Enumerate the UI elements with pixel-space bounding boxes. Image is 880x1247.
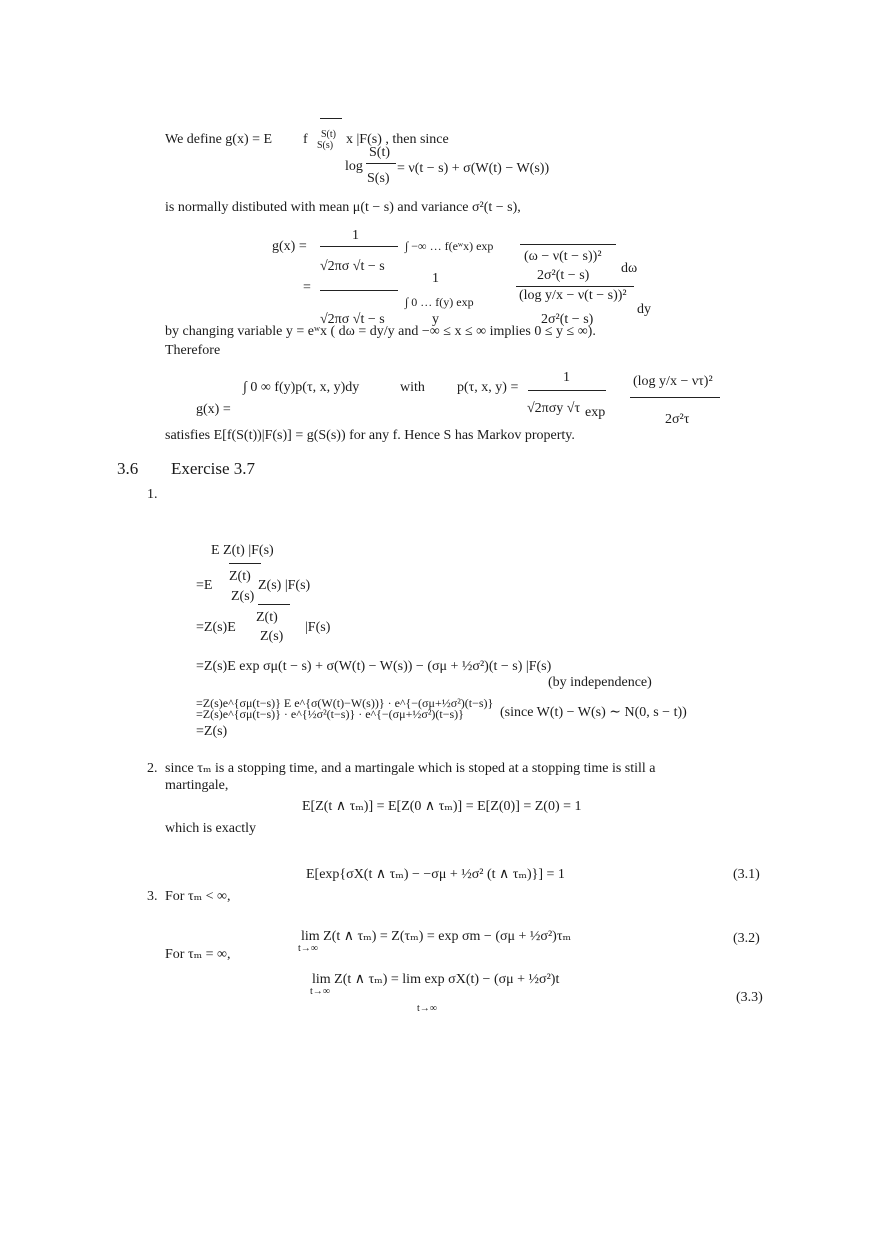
therefore: Therefore bbox=[165, 343, 221, 358]
part3-eq1-sub: t→∞ bbox=[298, 943, 318, 954]
part1-line1-den: Z(s) bbox=[231, 589, 255, 604]
part1-label: 1. bbox=[147, 487, 158, 502]
g-line2-exp-den: 2σ²(t − s) bbox=[541, 312, 594, 327]
p-den: √2πσy √τ bbox=[527, 401, 581, 416]
part1-line4: =Z(s)e^{σμ(t−s)} E e^{σ(W(t)−W(s))} · e^{−(σμ+½σ²)(t−s)} bbox=[196, 696, 494, 710]
part2-label: 2. bbox=[147, 761, 158, 776]
part1-line3: =Z(s)E exp σμ(t − s) + σ(W(t) − W(s)) − (σμ + ½σ²)(t − s) |F(s) bbox=[196, 659, 552, 674]
part2-eq2-tag: (3.1) bbox=[733, 867, 760, 882]
part2-line2: martingale, bbox=[165, 778, 229, 793]
g-line1-exp-num: (ω − ν(t − s))² bbox=[524, 249, 602, 264]
g-line2-bar bbox=[320, 290, 398, 291]
gx-with: with bbox=[400, 380, 425, 395]
part1-line1-tail: Z(s) |F(s) bbox=[258, 578, 311, 593]
g-line1-num: 1 bbox=[352, 228, 359, 243]
part1-line5: =Z(s)e^{σμ(t−s)} · e^{½σ²(t−s)} · e^{−(σμ+½σ²)(t−s)} bbox=[196, 707, 464, 721]
part2-which: which is exactly bbox=[165, 821, 256, 836]
part3-eq2-sub1: t→∞ bbox=[310, 986, 330, 997]
section-number: 3.6 bbox=[117, 459, 139, 478]
g-line2-exp-bar bbox=[516, 286, 634, 287]
part1-line2-den: Z(s) bbox=[260, 629, 284, 644]
p-exp-num: (log y/x − ντ)² bbox=[633, 374, 713, 389]
part1-line3-note: (by independence) bbox=[548, 675, 652, 690]
changing-line: by changing variable y = eʷx ( dω = dy/y and −∞ ≤ x ≤ ∞ implies 0 ≤ y ≤ ∞). bbox=[165, 324, 596, 339]
g-line2-exp-num: (log y/x − ν(t − s))² bbox=[519, 288, 627, 303]
p-num: 1 bbox=[563, 370, 570, 385]
part2-eq2: E[exp{σX(t ∧ τₘ) − −σμ + ½σ² (t ∧ τₘ)}] = 1 bbox=[306, 867, 565, 882]
part1-line2-num: Z(t) bbox=[256, 610, 278, 625]
define-mid: f bbox=[303, 132, 308, 147]
part1-line1-bar bbox=[229, 563, 261, 564]
part1-line2-bar bbox=[258, 604, 290, 605]
define-frac-bar bbox=[320, 118, 342, 119]
part2-line1: since τₘ is a stopping time, and a martingale which is stoped at a stopping time is still a bbox=[165, 761, 656, 776]
part1-line6: =Z(s) bbox=[196, 724, 228, 739]
g-line1-bar bbox=[320, 246, 398, 247]
part3-eq1-tag: (3.2) bbox=[733, 931, 760, 946]
define-frac-den: S(s) bbox=[317, 140, 334, 151]
log-frac-bar bbox=[366, 163, 396, 164]
g-line2-num: 1 bbox=[432, 271, 439, 286]
part1-line5-note: (since W(t) − W(s) ∼ N(0, s − t)) bbox=[500, 705, 687, 720]
part3-eq2-tag: (3.3) bbox=[736, 990, 763, 1005]
g-line1-exp-den: 2σ²(t − s) bbox=[537, 268, 590, 283]
part3-eq2: lim Z(t ∧ τₘ) = lim exp σX(t) − (σμ + ½σ²)t bbox=[312, 972, 560, 987]
g-lhs: g(x) = bbox=[272, 239, 307, 254]
g-line1-tail: dω bbox=[621, 261, 638, 276]
part1-line2-tail: |F(s) bbox=[305, 620, 331, 635]
g-line2-integral: ∫ 0 … f(y) exp bbox=[405, 295, 474, 309]
log-label: log bbox=[345, 159, 363, 174]
part1-line1-num: Z(t) bbox=[229, 569, 251, 584]
log-frac-den: S(s) bbox=[367, 171, 390, 186]
g-line1-integral: ∫ −∞ … f(eʷx) exp bbox=[405, 239, 494, 253]
define-frac-num: S(t) bbox=[321, 129, 336, 140]
g-line2-eq: = bbox=[303, 280, 311, 295]
g-line1-den: √2πσ √t − s bbox=[320, 259, 385, 274]
part3-case1: For τₘ < ∞, bbox=[165, 889, 231, 904]
part3-label: 3. bbox=[147, 889, 158, 904]
p-exp-den: 2σ²τ bbox=[665, 412, 690, 427]
part1-line1-eq: =E bbox=[196, 578, 213, 593]
normal-line: is normally distibuted with mean μ(t − s) and variance σ²(t − s), bbox=[165, 200, 521, 215]
log-frac-num: S(t) bbox=[369, 145, 390, 160]
part1-line0: E Z(t) |F(s) bbox=[211, 543, 274, 558]
gx-lhs: g(x) = bbox=[196, 402, 231, 417]
define-prefix: We define g(x) = E bbox=[165, 132, 273, 147]
section-title: Exercise 3.7 bbox=[171, 459, 256, 478]
g-line2-tail: dy bbox=[637, 302, 651, 317]
part2-eq1: E[Z(t ∧ τₘ)] = E[Z(0 ∧ τₘ)] = E[Z(0)] = Z(0) = 1 bbox=[302, 799, 582, 814]
g-line1-exp-bar bbox=[520, 244, 616, 245]
p-bar bbox=[528, 390, 606, 391]
g-line2-y: y bbox=[432, 312, 439, 327]
g-line2-den: √2πσ √t − s bbox=[320, 312, 385, 327]
satisfies-line: satisfies E[f(S(t))|F(s)] = g(S(s)) for any f. Hence S has Markov property. bbox=[165, 428, 575, 443]
log-rhs: = ν(t − s) + σ(W(t) − W(s)) bbox=[397, 161, 550, 176]
p-exp-bar bbox=[630, 397, 720, 398]
part3-eq2-sub2: t→∞ bbox=[417, 1003, 437, 1014]
define-suffix: x |F(s) , then since bbox=[346, 132, 449, 147]
part1-line2-eq: =Z(s)E bbox=[196, 620, 236, 635]
part3-case2: For τₘ = ∞, bbox=[165, 947, 231, 962]
p-lhs: p(τ, x, y) = bbox=[457, 380, 519, 395]
part3-eq1: lim Z(t ∧ τₘ) = Z(τₘ) = exp σm − (σμ + ½σ²)τₘ bbox=[301, 929, 572, 944]
p-exp: exp bbox=[585, 405, 606, 420]
gx-integral: ∫ 0 ∞ f(y)p(τ, x, y)dy bbox=[243, 380, 360, 395]
